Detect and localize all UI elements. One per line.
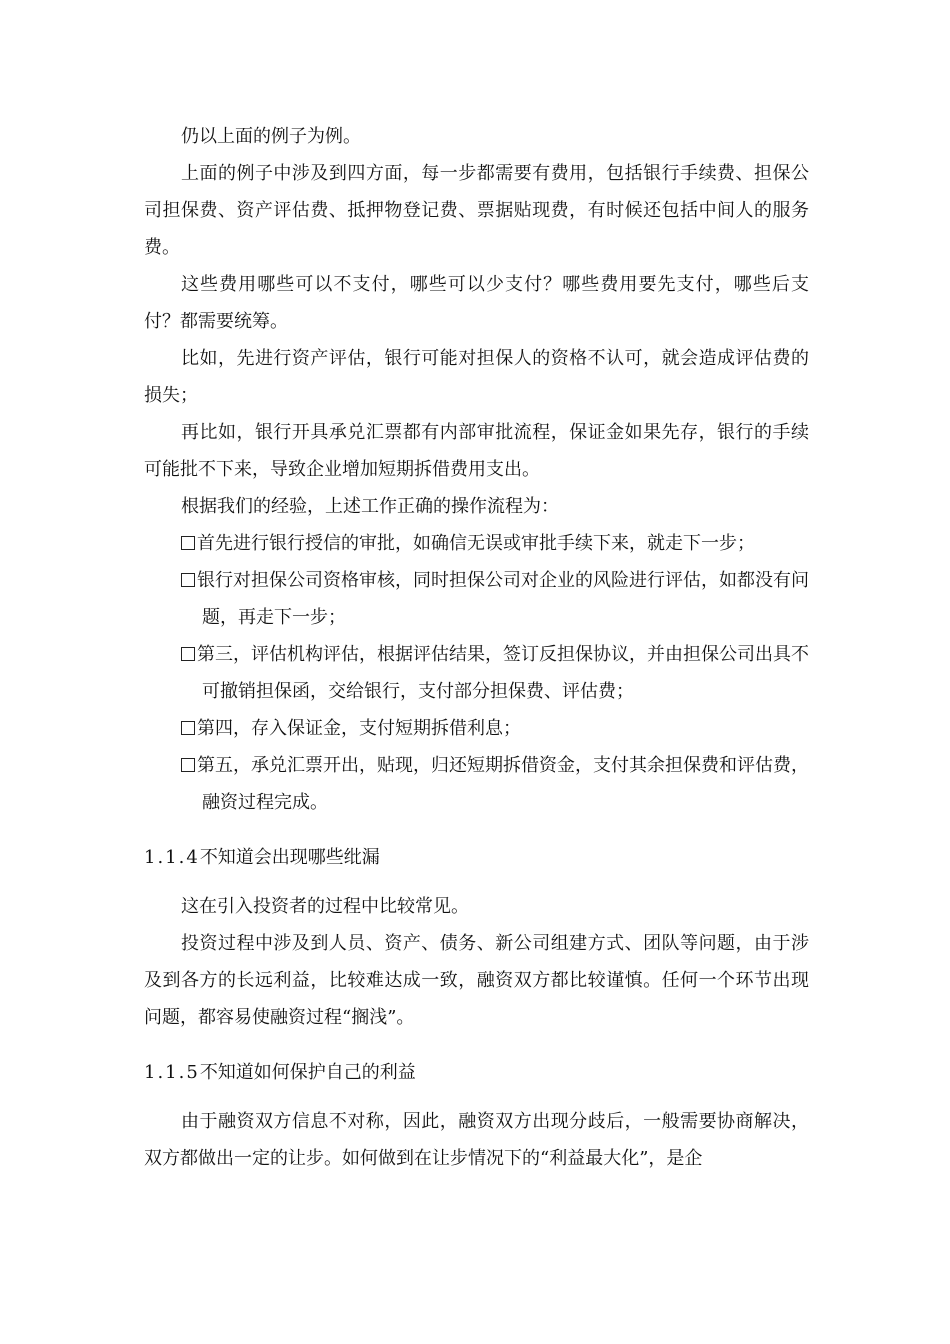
paragraph: 上面的例子中涉及到四方面，每一步都需要有费用，包括银行手续费、担保公司担保费、资产评估费、抵押物登记费、票据贴现费，有时候还包括中间人的服务费。 [144, 163, 809, 258]
list-item-text: 第五，承兑汇票开出，贴现，归还短期拆借资金，支付其余担保费和评估费，融资过程完成。 [197, 755, 809, 813]
list-item [144, 710, 809, 747]
paragraph: 投资过程中涉及到人员、资产、债务、新公司组建方式、团队等问题，由于涉及到各方的长远利益，比较难达成一致，融资双方都比较谨慎。任何一个环节出现问题，都容易使融资过程“搁浅”。 [144, 933, 809, 1028]
section-title: 不知道如何保护自己的利益 [199, 1062, 416, 1083]
list-item-text: 第三，评估机构评估，根据评估结果，签订反担保协议，并由担保公司出具不可撤销担保函，交给银行，支付部分担保费、评估费； [197, 644, 809, 702]
paragraph: 这些费用哪些可以不支付，哪些可以少支付？哪些费用要先支付，哪些后支付？都需要统筹。 [144, 274, 809, 332]
list-item-text: 银行对担保公司资格审核，同时担保公司对企业的风险进行评估，如都没有问题，再走下一步； [197, 570, 809, 628]
paragraph: 这在引入投资者的过程中比较常见。 [181, 896, 469, 917]
paragraph: 再比如，银行开具承兑汇票都有内部审批流程，保证金如果先存，银行的手续可能批不下来，导致企业增加短期拆借费用支出。 [144, 422, 809, 480]
paragraph: 根据我们的经验，上述工作正确的操作流程为： [181, 496, 559, 517]
checkbox-square-icon [181, 721, 195, 735]
document-body [144, 118, 809, 1177]
section-title: 不知道会出现哪些纰漏 [199, 847, 380, 868]
checkbox-square-icon [181, 647, 195, 661]
list-item [144, 562, 809, 636]
checkbox-square-icon [181, 536, 195, 550]
checkbox-square-icon [181, 758, 195, 772]
paragraph: 比如，先进行资产评估，银行可能对担保人的资格不认可，就会造成评估费的损失； [144, 348, 809, 406]
list-item [144, 636, 809, 710]
list-item [144, 525, 809, 562]
section-heading [144, 839, 809, 876]
paragraph: 仍以上面的例子为例。 [181, 126, 361, 147]
list-item [144, 747, 809, 821]
section-number: 1.1.4 [144, 847, 200, 868]
list-item-text: 第四，存入保证金，支付短期拆借利息； [197, 718, 521, 739]
paragraph: 由于融资双方信息不对称，因此，融资双方出现分歧后，一般需要协商解决，双方都做出一定的让步。如何做到在让步情况下的“利益最大化”，是企 [144, 1111, 809, 1169]
section-number: 1.1.5 [144, 1062, 200, 1083]
section-heading [144, 1054, 809, 1091]
list-item-text: 首先进行银行授信的审批，如确信无误或审批手续下来，就走下一步； [197, 533, 755, 554]
checkbox-square-icon [181, 573, 195, 587]
